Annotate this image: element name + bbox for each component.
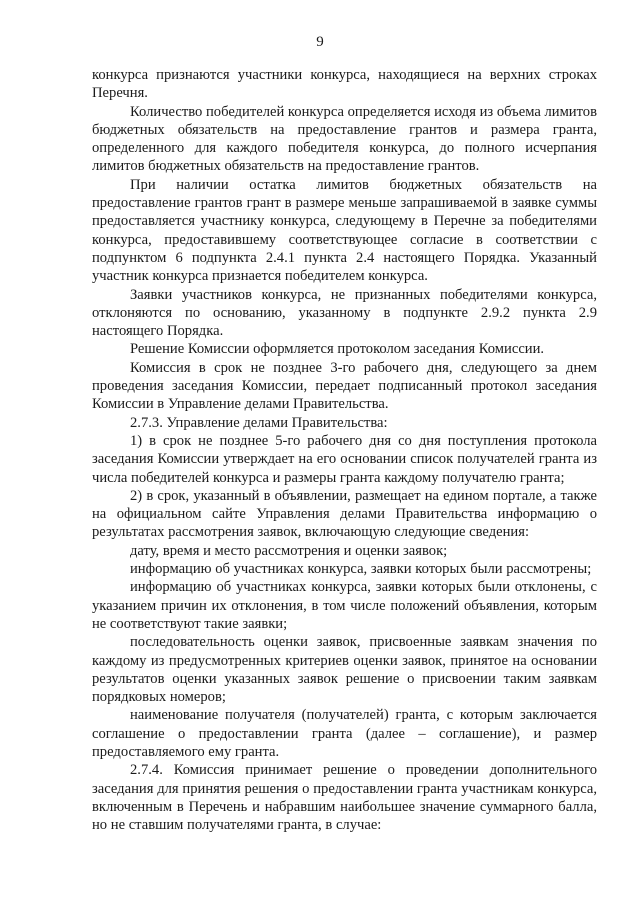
list-item-evaluation-sequence: последовательность оценки заявок, присвоенные заявкам значения по каждому из предусмотренных критериев оценки заявок, принятое на основании результатов оценки указанных заявок решение о присвоении таким заявкам порядковых номеров; — [92, 634, 597, 706]
section-paragraph-2-7-4: 2.7.4. Комиссия принимает решение о проведении дополнительного заседания для принятия решения о предоставлении гранта участникам конкурса, включенным в Перечень и набравшим наибольшее значение суммарного балла, но не ставшим получателями гранта, в случае: — [92, 762, 597, 834]
paragraph-protocol-transfer: Комиссия в срок не позднее 3-го рабочего дня, следующего за днем проведения заседания Комиссии, передает подписанный протокол заседания Комиссии в Управление делами Правительства. — [92, 359, 597, 413]
paragraph-commission-decision: Решение Комиссии оформляется протоколом заседания Комиссии. — [130, 341, 545, 358]
page-number: 9 — [316, 34, 324, 50]
paragraph-continuation: конкурса признаются участники конкурса, находящиеся на верхних строках Перечня. — [92, 67, 597, 102]
section-heading-2-7-3: 2.7.3. Управление делами Правительства: — [130, 414, 388, 431]
paragraph-winners-count: Количество победителей конкурса определяется исходя из объема лимитов бюджетных обязательств на предоставление грантов и размера гранта, определенного для каждого победителя конкурса, до полного исчерпания лимитов бюджетных обязательств на предоставление грантов. — [92, 103, 597, 175]
list-item-participants-rejected: информацию об участниках конкурса, заявки которых были отклонены, с указанием причин их отклонения, в том числе положений объявления, которым не соответствуют такие заявки; — [92, 579, 597, 632]
list-item-1: 1) в срок не позднее 5-го рабочего дня со дня поступления протокола заседания Комиссии утверждает на его основании список получателей гранта из числа победителей конкурса и размеры гранта каждому получателю гранта; — [92, 432, 597, 486]
list-item-2: 2) в срок, указанный в объявлении, размещает на едином портале, а также на официальном сайте Управления делами Правительства информацию о результатах рассмотрения заявок, включающую следующие сведения: — [92, 487, 597, 541]
list-item-participants-reviewed: информацию об участниках конкурса, заявки которых были рассмотрены; — [130, 561, 592, 578]
list-item-grant-recipient: наименование получателя (получателей) гранта, с которым заключается соглашение о предоставлении гранта (далее – соглашение), и размер предоставляемого ему гранта. — [92, 707, 597, 760]
paragraph-remaining-limits: При наличии остатка лимитов бюджетных обязательств на предоставление грантов грант в размере меньше запрашиваемой в заявке суммы предоставляется участнику конкурса, следующему в Перечне за победителями конкурса, предоставившему соответствующее согласие в соответствии с подпунктом 6 подпункта 2.4.1 пункта 2.4 настоящего Порядка. Указанный участник конкурса признается победителем конкурса. — [92, 176, 597, 285]
document-body — [92, 66, 597, 834]
list-item-date-time: дату, время и место рассмотрения и оценки заявок; — [130, 542, 448, 559]
paragraph-rejected-applications: Заявки участников конкурса, не признанных победителями конкурса, отклоняются по основанию, указанному в подпункте 2.9.2 пункта 2.9 настоящего Порядка. — [92, 286, 597, 340]
